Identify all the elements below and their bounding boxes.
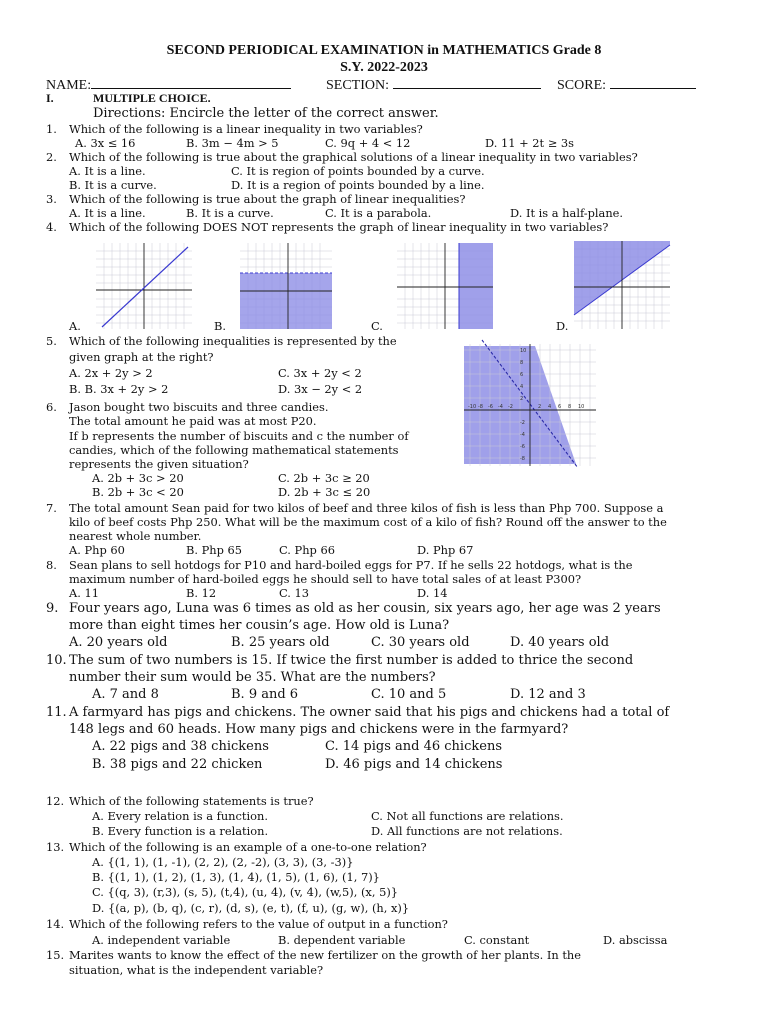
q5-number: 5. (46, 334, 57, 348)
q7-number: 7. (46, 501, 57, 515)
q5-y-tick-label: 10 (520, 348, 527, 354)
q5-x-tick-label: 6 (558, 404, 562, 410)
q5-x-tick-label: 2 (538, 404, 542, 410)
q6-line1: Jason bought two biscuits and three candies. (69, 400, 329, 414)
q4-graph-b-shade (240, 273, 332, 329)
q10-choice-c[interactable]: C. 10 and 5 (371, 687, 447, 702)
q8-line2: maximum number of hard-boiled eggs he should sell to have total sales of at least P300? (69, 572, 582, 586)
q4-graph-a (96, 243, 192, 329)
q14-choice-a[interactable]: A. independent variable (92, 933, 231, 947)
q11-choice-a[interactable]: A. 22 pigs and 38 chickens (92, 739, 269, 754)
directions: Directions: Encircle the letter of the correct answer. (93, 106, 439, 121)
q8-choice-b[interactable]: B. 12 (186, 586, 217, 600)
q13-choice-a[interactable]: A. {(1, 1), (1, -1), (2, 2), (2, -2), (3, 3), (3, -3)} (92, 855, 354, 869)
q3-stem: Which of the following is true about the graph of linear inequalities? (69, 192, 466, 206)
q4-graph-b (240, 243, 332, 329)
q1-choice-b[interactable]: B. 3m − 4m > 5 (186, 136, 279, 150)
q15-line1: Marites wants to know the effect of the new fertilizer on the growth of her plants. In the (69, 948, 581, 962)
q4-stem: Which of the following DOES NOT represents the graph of linear inequality in two variables? (69, 220, 609, 234)
q9-number: 9. (46, 601, 59, 616)
q12-number: 12. (46, 794, 65, 808)
q5-graph (460, 340, 600, 470)
q6-number: 6. (46, 400, 57, 414)
q15-number: 15. (46, 948, 65, 962)
q5-x-tick-label: -8 (478, 404, 483, 410)
q12-choice-d[interactable]: D. All functions are not relations. (371, 824, 563, 838)
part-title: MULTIPLE CHOICE. (93, 91, 211, 105)
q2-choice-c[interactable]: C. It is region of points bounded by a curve. (231, 164, 485, 178)
q3-choice-d[interactable]: D. It is a half-plane. (510, 206, 624, 220)
q6-line2: The total amount he paid was at most P20. (69, 414, 317, 428)
q2-choice-a[interactable]: A. It is a line. (69, 164, 146, 178)
q14-choice-d[interactable]: D. abscissa (603, 933, 668, 947)
q13-number: 13. (46, 840, 65, 854)
q8-choice-d[interactable]: D. 14 (417, 586, 448, 600)
q4-graph-c (397, 243, 493, 329)
q3-choice-a[interactable]: A. It is a line. (69, 206, 146, 220)
exam-title: SECOND PERIODICAL EXAMINATION in MATHEMATICS Grade 8 (166, 43, 602, 58)
q4-choice-b[interactable]: B. (214, 319, 226, 333)
q7-line1: The total amount Sean paid for two kilos of beef and three kilos of fish is less than Php 700. Suppose a (69, 501, 664, 515)
q5-x-tick-label: -4 (498, 404, 503, 410)
q4-graph-c-shade (459, 243, 493, 329)
q14-choice-b[interactable]: B. dependent variable (278, 933, 406, 947)
q6-line3: If b represents the number of biscuits and c the number of (69, 429, 409, 443)
name-label: NAME: (46, 78, 92, 93)
q13-stem: Which of the following is an example of a one-to-one relation? (69, 840, 427, 854)
q14-stem: Which of the following refers to the value of output in a function? (69, 917, 448, 931)
q5-y-tick-label: -4 (520, 432, 525, 438)
q5-x-tick-label: -6 (488, 404, 493, 410)
q13-choice-d[interactable]: D. {(a, p), (b, q), (c, r), (d, s), (e, t), (f, u), (g, w), (h, x)} (92, 901, 410, 915)
name-blank (91, 76, 291, 89)
score-label: SCORE: (557, 78, 607, 93)
q7-line3: nearest whole number. (69, 529, 202, 543)
q4-graph-d (574, 241, 670, 329)
q15-line2: situation, what is the independent variable? (69, 963, 324, 977)
q11-number: 11. (46, 705, 67, 720)
q11-line2: 148 legs and 60 heads. How many pigs and chickens were in the farmyard? (69, 722, 569, 737)
q10-line2: number their sum would be 35. What are the numbers? (69, 670, 436, 685)
q11-choice-c[interactable]: C. 14 pigs and 46 chickens (325, 739, 502, 754)
q9-choice-a[interactable]: A. 20 years old (69, 635, 168, 650)
score-blank (610, 76, 696, 89)
q13-choice-c[interactable]: C. {(q, 3), (r,3), (s, 5), (t,4), (u, 4), (v, 4), (w,5), (x, 5)} (92, 885, 399, 899)
q5-stem-line2: given graph at the right? (69, 350, 214, 364)
q12-choice-c[interactable]: C. Not all functions are relations. (371, 809, 564, 823)
q10-number: 10. (46, 653, 67, 668)
q3-choice-b[interactable]: B. It is a curve. (186, 206, 274, 220)
q12-choice-a[interactable]: A. Every relation is a function. (92, 809, 268, 823)
q9-line1: Four years ago, Luna was 6 times as old as her cousin, six years ago, her age was 2 years (69, 601, 661, 616)
q5-choice-c[interactable]: C. 3x + 2y < 2 (278, 366, 362, 380)
q11-line1: A farmyard has pigs and chickens. The owner said that his pigs and chickens had a total of (69, 705, 670, 720)
q6-choice-c[interactable]: C. 2b + 3c ≥ 20 (278, 471, 370, 485)
q1-choice-d[interactable]: D. 11 + 2t ≥ 3s (485, 136, 574, 150)
q4-choice-a[interactable]: A. (69, 319, 81, 333)
q1-number: 1. (46, 122, 57, 136)
q8-number: 8. (46, 558, 57, 572)
q1-stem: Which of the following is a linear inequality in two variables? (69, 122, 423, 136)
q3-number: 3. (46, 192, 57, 206)
q1-choice-c[interactable]: C. 9q + 4 < 12 (325, 136, 411, 150)
q7-choice-d[interactable]: D. Php 67 (417, 543, 474, 557)
q2-stem: Which of the following is true about the graphical solutions of a linear inequality in two variables? (69, 150, 638, 164)
q11-choice-b[interactable]: B. 38 pigs and 22 chicken (92, 757, 263, 772)
q5-x-tick-label: 8 (568, 404, 572, 410)
q6-choice-b[interactable]: B. 2b + 3c < 20 (92, 485, 184, 499)
q8-line1: Sean plans to sell hotdogs for P10 and hard-boiled eggs for P7. If he sells 22 hotdogs, what is the (69, 558, 633, 572)
q10-choice-b[interactable]: B. 9 and 6 (231, 687, 299, 702)
q5-y-tick-label: 6 (520, 372, 524, 378)
q14-choice-c[interactable]: C. constant (464, 933, 530, 947)
q5-x-tick-label: -2 (508, 404, 513, 410)
q4-choice-d[interactable]: D. (556, 319, 569, 333)
q6-choice-a[interactable]: A. 2b + 3c > 20 (92, 471, 184, 485)
section-label: SECTION: (326, 78, 389, 93)
q9-choice-d[interactable]: D. 40 years old (510, 635, 610, 650)
q6-line5: represents the given situation? (69, 457, 249, 471)
q14-number: 14. (46, 917, 65, 931)
q5-choice-b[interactable]: B. B. 3x + 2y > 2 (69, 382, 169, 396)
q10-choice-a[interactable]: A. 7 and 8 (92, 687, 159, 702)
q7-choice-a[interactable]: A. Php 60 (69, 543, 125, 557)
q5-x-tick-label: 4 (548, 404, 552, 410)
q10-choice-d[interactable]: D. 12 and 3 (510, 687, 586, 702)
q11-choice-d[interactable]: D. 46 pigs and 14 chickens (325, 757, 503, 772)
q9-line2: more than eight times her cousin’s age. How old is Luna? (69, 618, 450, 633)
q5-x-tick-label: -10 (468, 404, 477, 410)
q6-line4: candies, which of the following mathematical statements (69, 443, 399, 457)
q9-choice-c[interactable]: C. 30 years old (371, 635, 470, 650)
q4-choice-c[interactable]: C. (371, 319, 383, 333)
q7-choice-b[interactable]: B. Php 65 (186, 543, 243, 557)
part-numeral: I. (46, 91, 54, 105)
q2-choice-d[interactable]: D. It is a region of points bounded by a line. (231, 178, 485, 192)
q7-choice-c[interactable]: C. Php 66 (279, 543, 335, 557)
section-blank (393, 76, 541, 89)
section-field (326, 76, 541, 94)
q5-y-tick-label: -2 (520, 420, 525, 426)
q5-x-tick-label: 10 (578, 404, 585, 410)
q8-choice-a[interactable]: A. 11 (69, 586, 99, 600)
q2-number: 2. (46, 150, 57, 164)
q2-choice-b[interactable]: B. It is a curve. (69, 178, 157, 192)
q6-choice-d[interactable]: D. 2b + 3c ≤ 20 (278, 485, 371, 499)
q5-y-tick-label: -6 (520, 444, 525, 450)
q12-stem: Which of the following statements is true? (69, 794, 314, 808)
q5-y-tick-label: 2 (520, 396, 524, 402)
q12-choice-b[interactable]: B. Every function is a relation. (92, 824, 269, 838)
q5-choice-d[interactable]: D. 3x − 2y < 2 (278, 382, 363, 396)
score-field (557, 76, 696, 94)
q5-choice-a[interactable]: A. 2x + 2y > 2 (69, 366, 153, 380)
q13-choice-b[interactable]: B. {(1, 1), (1, 2), (1, 3), (1, 4), (1, 5), (1, 6), (1, 7)} (92, 870, 380, 884)
q5-y-tick-label: -8 (520, 456, 525, 462)
q5-y-tick-label: 4 (520, 384, 524, 390)
q7-line2: kilo of beef costs Php 250. What will be the maximum cost of a kilo of fish? Round off the answer to the (69, 515, 667, 529)
q10-line1: The sum of two numbers is 15. If twice the first number is added to thrice the second (69, 653, 634, 668)
q1-choice-a[interactable]: A. 3x ≤ 16 (75, 136, 136, 150)
q5-stem-line1: Which of the following inequalities is represented by the (69, 334, 397, 348)
q5-y-tick-label: 8 (520, 360, 524, 366)
school-year: S.Y. 2022-2023 (340, 60, 428, 75)
q3-choice-c[interactable]: C. It is a parabola. (325, 206, 432, 220)
q9-choice-b[interactable]: B. 25 years old (231, 635, 330, 650)
q8-choice-c[interactable]: C. 13 (279, 586, 310, 600)
q4-number: 4. (46, 220, 57, 234)
